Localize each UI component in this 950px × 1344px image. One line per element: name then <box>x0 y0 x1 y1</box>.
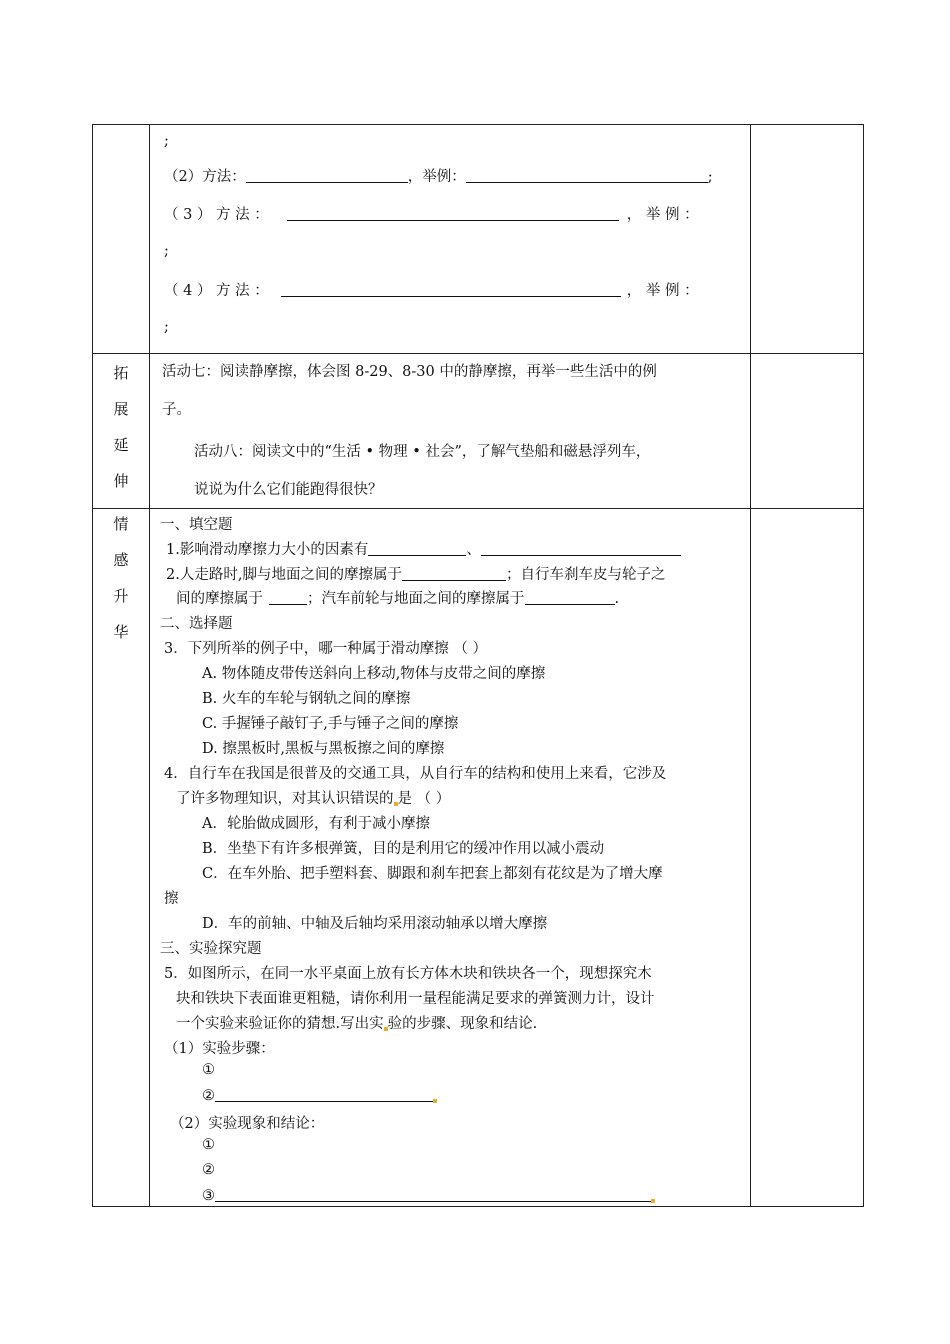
section-experiment-heading: 三、实验探究题 <box>160 941 262 957</box>
question-4-text-b: 是 （ ） <box>397 791 451 807</box>
question-3: 3．下列所举的例子中，哪一种属于滑动摩擦 （ ） <box>164 641 487 657</box>
activity-7-line-2: 子。 <box>162 402 191 418</box>
method-4-line <box>164 279 699 300</box>
question-3-option-d: D. 擦黑板时,黑板与黑板擦之间的摩擦 <box>202 741 445 757</box>
question-3-option-c: C. 手握锤子敲钉子,手与锤子之间的摩擦 <box>202 716 459 732</box>
question-1-blank-2[interactable] <box>481 541 681 556</box>
extension-row <box>93 354 864 509</box>
question-4-line-2 <box>176 787 450 808</box>
question-5-line-1: 5．如图所示，在同一水平桌面上放有长方体木块和铁块各一个，现想探究木 <box>164 966 652 982</box>
extension-side-cell <box>93 354 150 509</box>
method-3-label: （ 3 ） 方 法 ： <box>164 207 269 223</box>
exercise-side-char-2: 感 <box>113 551 129 569</box>
result-3-label: ③ <box>202 1188 215 1204</box>
question-4-option-c: C．在车外胎、把手塑料套、脚跟和刹车把套上都刻有花纹是为了增大摩 <box>202 866 663 882</box>
question-2-text-b: ；自行车刹车皮与轮子之 <box>505 567 666 583</box>
edit-marker <box>651 1199 655 1203</box>
question-3-option-b: B. 火车的车轮与钢轨之间的摩擦 <box>202 691 411 707</box>
question-3-option-a: A. 物体随皮带传送斜向上移动,物体与皮带之间的摩擦 <box>202 666 546 682</box>
methods-note-cell <box>751 125 864 354</box>
question-1-text: 1.影响滑动摩擦力大小的因素有 <box>166 542 369 558</box>
section-fill-heading: 一、填空题 <box>160 517 233 533</box>
question-5-text-a: 一个实验来验证你的猜想.写出实 <box>176 1016 384 1032</box>
question-4-option-c-cont: 擦 <box>164 891 179 907</box>
question-4-option-d: D．车的前轴、中轴及后轴均采用滚动轴承以增大摩擦 <box>202 916 548 932</box>
method-2-example-blank[interactable] <box>466 168 708 183</box>
method-3-line <box>164 203 699 224</box>
question-4-text-a: 了许多物理知识，对其认识错误的 <box>176 791 394 807</box>
exercise-side-char-3: 升 <box>113 587 129 605</box>
extension-side-char-2: 展 <box>113 400 129 418</box>
exercise-side-char-4: 华 <box>113 623 129 641</box>
method-2-example-label: ，举例： <box>407 169 466 185</box>
exercise-row <box>93 509 864 1207</box>
activity-8-line-1: 活动八：阅读文中的“生活 • 物理 • 社会”，了解气垫船和磁悬浮列车， <box>194 444 651 460</box>
worksheet-table <box>92 124 864 1207</box>
question-2-end: . <box>614 591 620 607</box>
methods-line-4: ; <box>164 243 169 259</box>
step-2 <box>202 1087 437 1104</box>
extension-side-char-1: 拓 <box>113 364 129 382</box>
question-2-blank-1[interactable] <box>402 566 506 581</box>
step-2-blank[interactable] <box>215 1087 433 1102</box>
question-2-text-a: 2.人走路时,脚与地面之间的摩擦属于 <box>166 567 402 583</box>
result-1: ① <box>202 1137 215 1153</box>
exercise-note-cell <box>751 509 864 1207</box>
question-5-text-b: 验的步骤、现象和结论. <box>387 1016 538 1032</box>
results-heading: （2）实验现象和结论： <box>170 1116 325 1132</box>
question-4-option-b: B．坐垫下有许多根弹簧，目的是利用它的缓冲作用以减小震动 <box>202 841 605 857</box>
method-3-blank[interactable] <box>287 206 619 221</box>
activity-8-line-2: 说说为什么它们能跑得很快？ <box>194 482 383 498</box>
question-2-text-d: ；汽车前轮与地面之间的摩擦属于 <box>307 591 525 607</box>
methods-content-cell <box>150 125 751 354</box>
question-2-line-1 <box>166 563 665 584</box>
activity-7-line-1: 活动七：阅读静摩擦，体会图 8-29、8-30 中的静摩擦，再举一些生活中的例 <box>162 364 657 380</box>
section-choice-heading: 二、选择题 <box>160 616 233 632</box>
question-4-option-a: A．轮胎做成圆形，有利于减小摩擦 <box>202 816 430 832</box>
question-1-sep: 、 <box>466 542 481 558</box>
method-4-label: （ 4 ） 方 法 ： <box>164 283 269 299</box>
edit-marker <box>433 1099 437 1103</box>
exercise-side-char-1: 情 <box>113 515 129 533</box>
steps-heading: （1）实验步骤： <box>164 1041 275 1057</box>
method-2-blank[interactable] <box>246 168 408 183</box>
method-3-example-label: ， 举 例 ： <box>626 207 699 223</box>
methods-line-1: ; <box>164 133 169 149</box>
step-2-label: ② <box>202 1088 215 1104</box>
result-2: ② <box>202 1162 215 1178</box>
methods-row <box>93 125 864 354</box>
question-2-blank-3[interactable] <box>525 590 615 605</box>
question-2-blank-2[interactable] <box>269 590 307 605</box>
result-3 <box>202 1187 655 1204</box>
result-3-blank[interactable] <box>215 1187 651 1202</box>
question-1 <box>166 538 681 559</box>
method-2-line <box>164 165 713 186</box>
exercise-side-cell <box>93 509 150 1207</box>
extension-note-cell <box>751 354 864 509</box>
question-1-blank-1[interactable] <box>368 541 466 556</box>
question-5-line-2: 块和铁块下表面谁更粗糙，请你利用一量程能满足要求的弹簧测力计，设计 <box>176 991 655 1007</box>
exercise-content-cell <box>150 509 751 1207</box>
extension-side-char-4: 伸 <box>113 472 129 490</box>
question-4-line-1: 4．自行车在我国是很普及的交通工具，从自行车的结构和使用上来看，它涉及 <box>164 766 667 782</box>
methods-side-cell <box>93 125 150 354</box>
methods-line-6: ; <box>164 319 169 335</box>
method-4-blank[interactable] <box>281 282 621 297</box>
method-4-example-label: ， 举 例 ： <box>626 283 699 299</box>
extension-content-cell <box>150 354 751 509</box>
extension-side-char-3: 延 <box>113 436 129 454</box>
step-1: ① <box>202 1062 215 1078</box>
method-2-label: （2）方法： <box>164 169 246 185</box>
question-2-text-c: 间的摩擦属于 <box>176 591 263 607</box>
method-2-end: ; <box>707 169 713 185</box>
question-5-line-3 <box>176 1012 537 1033</box>
question-2-line-2 <box>176 587 619 608</box>
